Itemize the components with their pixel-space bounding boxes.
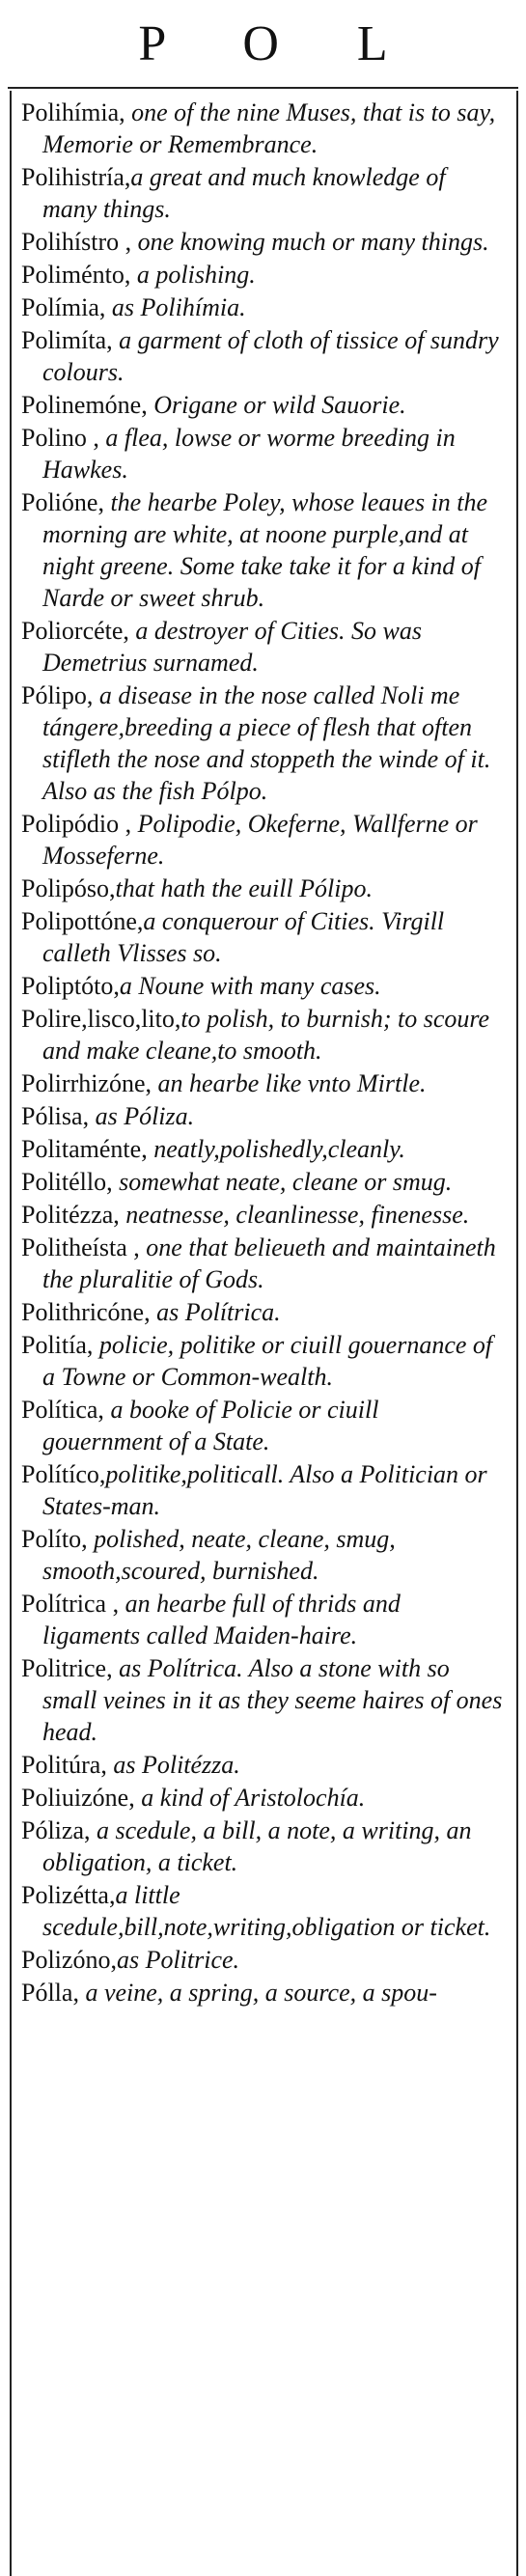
- entry-headword: Polinemóne,: [21, 391, 154, 419]
- top-rule: [8, 87, 518, 89]
- entry-headword: Política,: [21, 1396, 111, 1424]
- dictionary-entry: [21, 615, 504, 679]
- entry-headword: Poliorcéte,: [21, 617, 136, 645]
- dictionary-entry: [21, 1166, 504, 1198]
- entry-headword: Polipódio ,: [21, 810, 138, 838]
- entry-headword: Polizétta,: [21, 1881, 116, 1909]
- entry-headword: Polino ,: [21, 424, 106, 452]
- dictionary-entry: [21, 1199, 504, 1231]
- dictionary-entry: [21, 1232, 504, 1295]
- entry-headword: Polítrica ,: [21, 1590, 125, 1618]
- dictionary-entries: [21, 97, 504, 2009]
- dictionary-entry: [21, 291, 504, 323]
- entry-headword: Polítíco,: [21, 1460, 106, 1488]
- dictionary-entry: [21, 1458, 504, 1522]
- entry-definition: a great and much knowledge of many things.: [42, 163, 446, 223]
- column-rule-right: [516, 91, 518, 2576]
- entry-definition: one knowing much or many things.: [137, 228, 489, 256]
- entry-headword: Políto,: [21, 1525, 95, 1553]
- dictionary-entry: [21, 1944, 504, 1976]
- dictionary-entry: [21, 1977, 504, 2008]
- entry-definition: as Polítrica. Also a stone with so small veines in it as they seeme haires of ones head.: [42, 1654, 503, 1746]
- entry-headword: Polithricóne,: [21, 1298, 157, 1326]
- entry-headword: Polihístro ,: [21, 228, 138, 256]
- entry-headword: Polihímia,: [21, 98, 132, 126]
- entry-definition: one that belieueth and maintaineth the pluralitie of Gods.: [42, 1233, 496, 1293]
- entry-definition: Origane or wild Sauorie.: [153, 391, 406, 419]
- entry-headword: Polimíta,: [21, 326, 120, 354]
- entry-definition: politike,politicall. Also a Politician or States-man.: [42, 1460, 487, 1520]
- dictionary-entry: [21, 1814, 504, 1878]
- dictionary-entry: [21, 679, 504, 807]
- entry-definition: as Politézza.: [113, 1751, 240, 1779]
- page-header: [0, 0, 526, 87]
- entry-definition: neatnesse, cleanlinesse, finenesse.: [125, 1201, 470, 1229]
- entry-headword: Polirrhizóne,: [21, 1069, 158, 1097]
- entry-definition: as Polítrica.: [156, 1298, 281, 1326]
- entry-headword: Politézza,: [21, 1201, 126, 1229]
- entry-definition: a little scedule,bill,note,writing,obligation or ticket.: [42, 1881, 491, 1941]
- column-rule-left: [10, 91, 12, 2576]
- entry-headword: Póliza,: [21, 1816, 97, 1844]
- dictionary-entry: [21, 97, 504, 160]
- entry-definition: somewhat neate, cleane or smug.: [119, 1168, 453, 1196]
- dictionary-entry: [21, 905, 504, 969]
- dictionary-entry: [21, 1133, 504, 1165]
- entry-definition: a destroyer of Cities. So was Demetrius surnamed.: [42, 617, 423, 677]
- entry-headword: Politúra,: [21, 1751, 114, 1779]
- dictionary-entry: [21, 1329, 504, 1393]
- entry-definition: an hearbe full of thrids and ligaments called Maiden-haire.: [42, 1590, 401, 1649]
- entry-headword: Politía,: [21, 1331, 99, 1359]
- entry-definition: the hearbe Poley, whose leaues in the morning are white, at noone purple,and at night greene. Some take take it for a kind of Narde or sweet shrub.: [42, 488, 488, 612]
- entry-headword: Politéllo,: [21, 1168, 120, 1196]
- entry-headword: Pólisa,: [21, 1102, 96, 1130]
- entry-headword: Poliuizóne,: [21, 1784, 142, 1812]
- entry-definition: a scedule, a bill, a note, a writing, an obligation, a ticket.: [42, 1816, 472, 1876]
- entry-definition: an hearbe like vnto Mirtle.: [157, 1069, 427, 1097]
- entry-definition: to polish, to burnish; to scoure and make cleane,to smooth.: [42, 1005, 490, 1065]
- dictionary-entry: [21, 422, 504, 485]
- dictionary-entry: [21, 389, 504, 421]
- dictionary-entry: [21, 259, 504, 291]
- entry-definition: polished, neate, cleane, smug, smooth,scoured, burnished.: [42, 1525, 396, 1585]
- dictionary-entry: [21, 1749, 504, 1781]
- dictionary-entry: [21, 1782, 504, 1814]
- entry-definition: a garment of cloth of tissice of sundry colours.: [42, 326, 499, 386]
- entry-definition: as Politrice.: [116, 1946, 240, 1974]
- entry-definition: a flea, lowse or worme breeding in Hawkes.: [42, 424, 456, 484]
- entry-headword: Poliménto,: [21, 261, 137, 289]
- dictionary-entry: [21, 873, 504, 904]
- entry-headword: Poliptóto,: [21, 972, 120, 1000]
- entry-definition: one of the nine Muses, that is to say, Memorie or Remembrance.: [42, 98, 496, 158]
- entry-definition: a polishing.: [136, 261, 256, 289]
- entry-definition: a kind of Aristolochía.: [141, 1784, 366, 1812]
- entry-headword: Pólipo,: [21, 681, 99, 709]
- dictionary-entry: [21, 1100, 504, 1132]
- dictionary-entry: [21, 486, 504, 614]
- entry-definition: a disease in the nose called Noli me tángere,breeding a piece of flesh that often stifleth the nose and stoppeth the winde of it. Also as the fish Pólpo.: [42, 681, 491, 805]
- entry-headword: Politrice,: [21, 1654, 120, 1682]
- entry-definition: that hath the euill Pólipo.: [115, 874, 374, 902]
- dictionary-entry: [21, 1588, 504, 1651]
- entry-headword: Politheísta ,: [21, 1233, 147, 1261]
- entry-headword: Polímia,: [21, 293, 112, 321]
- entry-headword: Politaménte,: [21, 1135, 154, 1163]
- entry-headword: Pólla,: [21, 1979, 86, 2007]
- dictionary-entry: [21, 226, 504, 258]
- entry-definition: a conquerour of Cities. Virgill calleth Vlisses so.: [42, 907, 445, 967]
- dictionary-entry: [21, 1523, 504, 1587]
- entry-definition: neatly,polishedly,cleanly.: [153, 1135, 405, 1163]
- running-head: P O L: [138, 16, 421, 71]
- entry-definition: a veine, a spring, a source, a spou-: [85, 1979, 437, 2007]
- entry-headword: Polióne,: [21, 488, 111, 516]
- dictionary-entry: [21, 1652, 504, 1748]
- entry-definition: a booke of Policie or ciuill gouernment of a State.: [42, 1396, 379, 1455]
- dictionary-entry: [21, 808, 504, 872]
- entry-definition: Polipodie, Okeferne, Wallferne or Mosseferne.: [42, 810, 478, 870]
- entry-headword: Polipottóne,: [21, 907, 144, 935]
- dictionary-entry: [21, 1879, 504, 1943]
- entry-headword: Polire,lisco,lito,: [21, 1005, 181, 1033]
- dictionary-entry: [21, 1394, 504, 1457]
- entry-headword: Polipóso,: [21, 874, 116, 902]
- entry-definition: as Póliza.: [95, 1102, 195, 1130]
- entry-headword: Polihistría,: [21, 163, 131, 191]
- entry-definition: a Noune with many cases.: [119, 972, 381, 1000]
- dictionary-entry: [21, 1003, 504, 1066]
- dictionary-entry: [21, 161, 504, 225]
- entry-definition: policie, politike or ciuill gouernance of a Towne or Common-wealth.: [42, 1331, 493, 1391]
- dictionary-entry: [21, 970, 504, 1002]
- entry-definition: as Polihímia.: [111, 293, 246, 321]
- dictionary-entry: [21, 324, 504, 388]
- dictionary-entry: [21, 1296, 504, 1328]
- dictionary-entry: [21, 1067, 504, 1099]
- entry-headword: Polizóno,: [21, 1946, 117, 1974]
